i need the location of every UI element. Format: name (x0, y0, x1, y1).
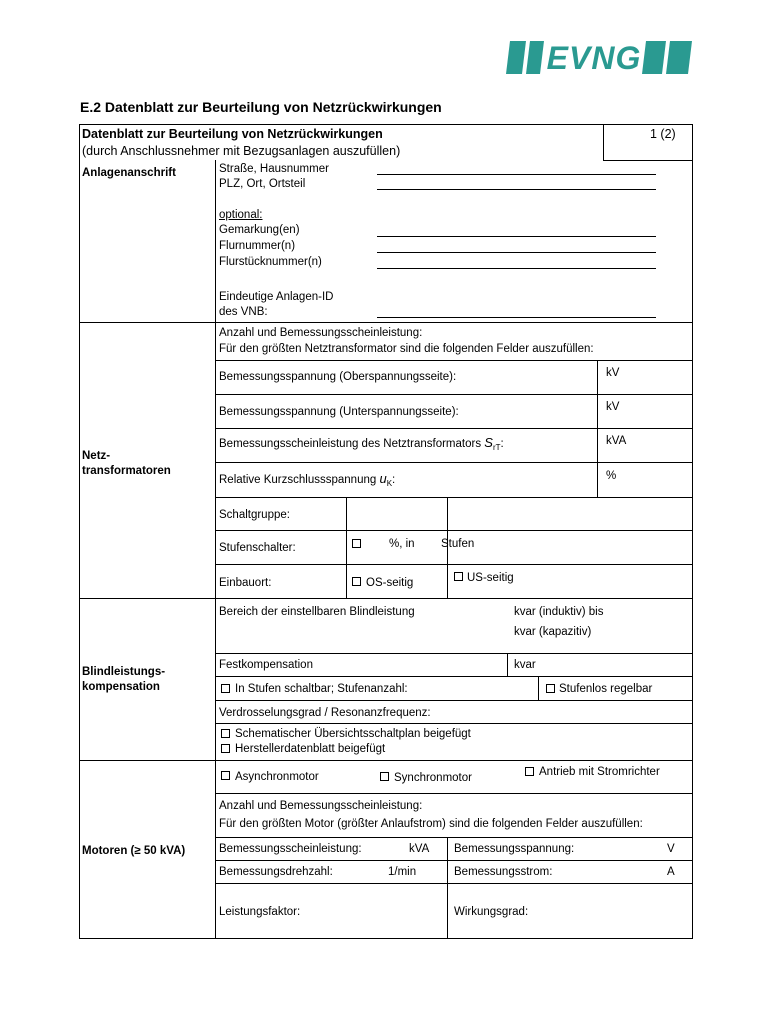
hersteller-checkbox[interactable] (221, 744, 230, 753)
trafo-intro-2: Für den größten Netztransformator sind die folgenden Felder auszufüllen: (219, 343, 594, 355)
label-motor-strom: Bemessungsstrom: (454, 866, 553, 878)
trafo-intro-1: Anzahl und Bemessungsscheinleistung: (219, 327, 423, 339)
asynchron-checkbox[interactable] (221, 771, 230, 780)
unit-kv-os: kV (606, 367, 620, 379)
label-leistungsfaktor: Leistungsfaktor: (219, 906, 301, 918)
table-rule (215, 837, 693, 838)
label-wirkungsgrad: Wirkungsgrad: (454, 906, 529, 918)
label-motor-scheinleistung: Bemessungsscheinleistung: (219, 843, 362, 855)
table-rule (597, 360, 598, 497)
unit-percent-uk: % (606, 470, 617, 482)
label-flurnummer: Flurnummer(n) (219, 240, 296, 252)
table-rule (215, 860, 693, 861)
motor-intro-1: Anzahl und Bemessungsscheinleistung: (219, 800, 423, 812)
synchron-checkbox[interactable] (380, 772, 389, 781)
label-bereich-blindleistung: Bereich der einstellbaren Blindleistung (219, 606, 415, 618)
table-rule (79, 760, 693, 761)
unit-min-motor: 1/min (388, 866, 417, 878)
label-verdrosselung: Verdrosselungsgrad / Resonanzfrequenz: (219, 707, 431, 719)
table-rule (215, 723, 693, 724)
table-rule (507, 653, 508, 677)
label-motor-drehzahl: Bemessungsdrehzahl: (219, 866, 333, 878)
unit-v-motor: V (667, 843, 675, 855)
label-flurstueck: Flurstücknummer(n) (219, 256, 322, 268)
table-rule (79, 124, 693, 125)
stromrichter-checkbox[interactable] (525, 767, 534, 776)
label-unterspannung: Bemessungsspannung (Unterspannungsseite): (219, 406, 459, 418)
label-percent-in: %, in (389, 538, 415, 550)
table-rule (79, 938, 693, 939)
label-stufen-schaltbar: In Stufen schaltbar; Stufenanzahl: (235, 683, 408, 695)
table-rule (215, 394, 693, 395)
unit-kva-trafo: kVA (606, 435, 627, 447)
section-label-motoren: Motoren (≥ 50 kVA) (82, 845, 186, 857)
table-rule (538, 676, 539, 701)
label-kurzschlussspannung: Relative Kurzschlussspannung $u_K$: (219, 471, 396, 488)
schema-checkbox[interactable] (221, 729, 230, 738)
label-schema: Schematischer Übersichtsschaltplan beigefügt (235, 728, 471, 740)
unit-kv-us: kV (606, 401, 620, 413)
page-number: 1 (2) (650, 127, 676, 141)
label-motor-spannung: Bemessungsspannung: (454, 843, 575, 855)
unit-a-motor: A (667, 866, 675, 878)
field-flurstueck[interactable] (377, 268, 656, 269)
label-strasse: Straße, Hausnummer (219, 163, 329, 175)
table-rule (79, 322, 693, 323)
section-label-blind-1: Blindleistungs- (82, 666, 166, 678)
label-synchron: Synchronmotor (394, 772, 472, 784)
field-plz[interactable] (377, 189, 656, 190)
label-festkompensation: Festkompensation (219, 659, 313, 671)
label-optional: optional: (219, 209, 263, 221)
logo-text: EVNG (546, 41, 642, 74)
table-rule (79, 598, 693, 599)
label-us-seitig: US-seitig (467, 572, 514, 584)
stufen-schaltbar-checkbox[interactable] (221, 684, 230, 693)
unit-kva-motor: kVA (409, 843, 430, 855)
table-rule (215, 160, 216, 939)
label-einbauort: Einbauort: (219, 577, 272, 589)
table-rule (215, 700, 693, 701)
table-rule (215, 462, 693, 463)
section-label-trafo-2: transformatoren (82, 465, 171, 477)
document-title: E.2 Datenblatt zur Beurteilung von Netzrückwirkungen (80, 99, 442, 115)
motor-intro-2: Für den größten Motor (größter Anlaufstrom) sind die folgenden Felder auszufüllen: (219, 818, 643, 830)
label-asynchron: Asynchronmotor (235, 771, 319, 783)
evng-logo (506, 41, 692, 74)
stufenlos-checkbox[interactable] (546, 684, 555, 693)
table-rule (215, 676, 693, 677)
table-rule (346, 497, 347, 599)
table-rule (603, 124, 604, 160)
label-anlagen-id-1: Eindeutige Anlagen-ID (219, 291, 334, 303)
label-oberspannung: Bemessungsspannung (Oberspannungsseite): (219, 371, 457, 383)
label-scheinleistung-trafo: Bemessungsscheinleistung des Netztransformators $S_{rT}$: (219, 435, 504, 452)
label-os-seitig: OS-seitig (366, 577, 414, 589)
label-plz: PLZ, Ort, Ortsteil (219, 178, 306, 190)
field-strasse[interactable] (377, 174, 656, 175)
section-label-trafo-1: Netz- (82, 450, 111, 462)
sheet-subtitle: (durch Anschlussnehmer mit Bezugsanlagen auszufüllen) (82, 144, 401, 158)
table-rule (215, 564, 693, 565)
label-kvar-kapazitiv: kvar (kapazitiv) (514, 626, 592, 638)
table-rule (215, 497, 693, 498)
os-seitig-checkbox[interactable] (352, 577, 361, 586)
label-stufenschalter: Stufenschalter: (219, 542, 296, 554)
us-seitig-checkbox[interactable] (454, 572, 463, 581)
stufenschalter-checkbox[interactable] (352, 539, 361, 548)
table-rule (215, 530, 693, 531)
label-stromrichter: Antrieb mit Stromrichter (539, 766, 660, 778)
table-rule (215, 793, 693, 794)
label-anlagen-id-2: des VNB: (219, 306, 268, 318)
field-anlagen-id[interactable] (377, 317, 656, 318)
sheet-title: Datenblatt zur Beurteilung von Netzrückwirkungen (82, 127, 383, 141)
table-rule (215, 360, 693, 361)
label-stufen: Stufen (441, 538, 475, 550)
table-rule (215, 653, 693, 654)
table-rule (215, 428, 693, 429)
label-kvar-fest: kvar (514, 659, 536, 671)
section-label-blind-2: kompensation (82, 681, 160, 693)
table-rule (215, 883, 693, 884)
label-gemarkung: Gemarkung(en) (219, 224, 300, 236)
field-flurnummer[interactable] (377, 252, 656, 253)
table-rule (692, 124, 693, 939)
table-rule (447, 837, 448, 939)
label-hersteller: Herstellerdatenblatt beigefügt (235, 743, 386, 755)
label-stufenlos: Stufenlos regelbar (559, 683, 653, 695)
label-schaltgruppe: Schaltgruppe: (219, 509, 290, 521)
section-label-anlagenanschrift: Anlagenanschrift (82, 167, 176, 179)
label-kvar-induktiv: kvar (induktiv) bis (514, 606, 604, 618)
table-rule (79, 124, 80, 939)
table-rule (603, 160, 693, 161)
field-gemarkung[interactable] (377, 236, 656, 237)
